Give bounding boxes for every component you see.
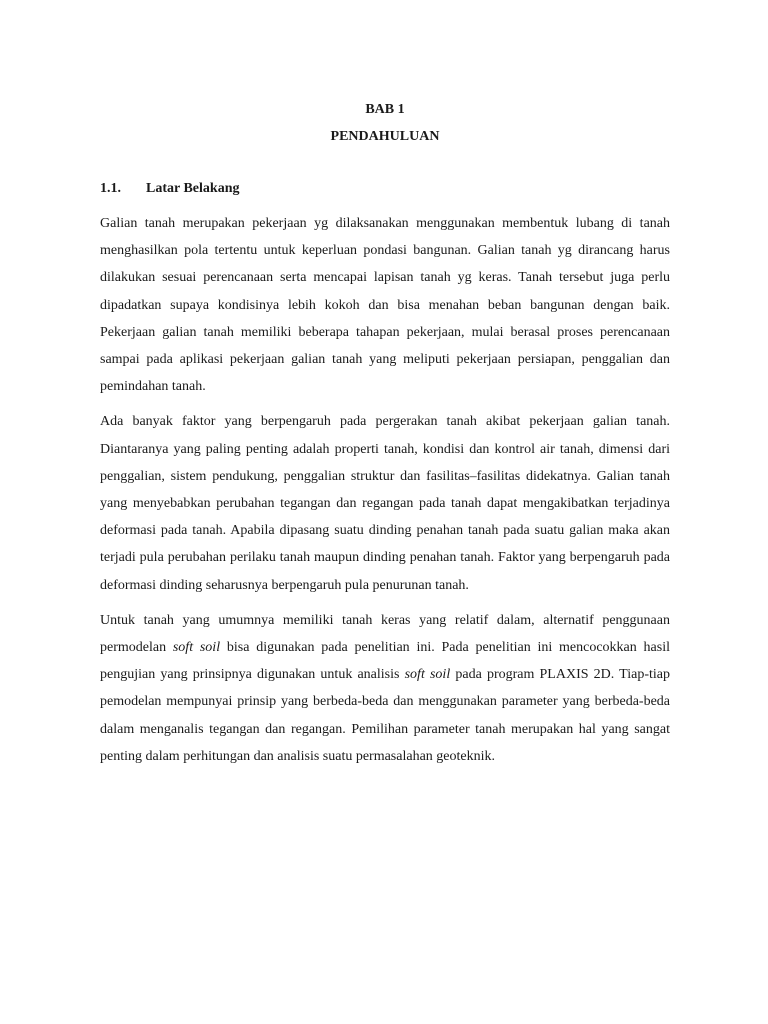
section-heading xyxy=(100,175,670,202)
paragraph-3-text-3: pada program PLAXIS 2D. Tiap-tiap pemodelan mempunyai prinsip yang berbeda-beda dan menggunakan parameter yang berbeda-beda dalam menganalis tegangan dan regangan. Pemilihan parameter tanah merupakan hal yang sangat penting dalam perhitungan dan analisis suatu permasalahan geoteknik. xyxy=(100,667,670,764)
paragraph-1: Galian tanah merupakan pekerjaan yg dilaksanakan menggunakan membentuk lubang di tanah menghasilkan pola tertentu untuk keperluan pondasi bangunan. Galian tanah yg dirancang harus dilakukan sesuai perencanaan serta mencapai lapisan tanah yg keras. Tanah tersebut juga perlu dipadatkan supaya kondisinya lebih kokoh dan bisa menahan beban bangunan dengan baik. Pekerjaan galian tanah memiliki beberapa tahapan pekerjaan, mulai berasal proses perencanaan sampai pada aplikasi pekerjaan galian tanah yang meliputi pekerjaan persiapan, penggalian dan pemindahan tanah. xyxy=(100,216,670,395)
document-page xyxy=(100,96,670,770)
paragraph-3-italic-2: soft soil xyxy=(404,667,451,683)
section-number: 1.1. xyxy=(100,181,121,196)
paragraph-3-italic-1: soft soil xyxy=(172,640,221,656)
paragraph-3-text-2: bisa digunakan pada penelitian ini. Pada penelitian ini mencocokkan hasil pengujian yang prinsipnya digunakan untuk analisis xyxy=(100,640,670,683)
paragraph-2: Ada banyak faktor yang berpengaruh pada pergerakan tanah akibat pekerjaan galian tanah. Diantaranya yang paling penting adalah properti tanah, kondisi dan kontrol air tanah, dimensi dari penggalian, sistem pendukung, penggalian struktur dan fasilitas–fasilitas didekatnya. Galian tanah yang menyebabkan perubahan tegangan dan regangan pada tanah dapat mengakibatkan terjadinya deformasi pada tanah. Apabila dipasang suatu dinding penahan tanah pada suatu galian maka akan terjadi pula perubahan perilaku tanah maupun dinding penahan tanah. Faktor yang berpengaruh pada deformasi dinding seharusnya berpengaruh pula penurunan tanah. xyxy=(100,414,670,593)
paragraph-3-text-1: Untuk tanah yang umumnya memiliki tanah keras yang relatif dalam, alternatif penggunaan permodelan xyxy=(100,612,670,656)
chapter-number: BAB 1 xyxy=(365,102,405,117)
paragraph-3 xyxy=(100,607,670,770)
chapter-title: PENDAHULUAN xyxy=(330,129,440,144)
section-title: Latar Belakang xyxy=(146,181,240,196)
